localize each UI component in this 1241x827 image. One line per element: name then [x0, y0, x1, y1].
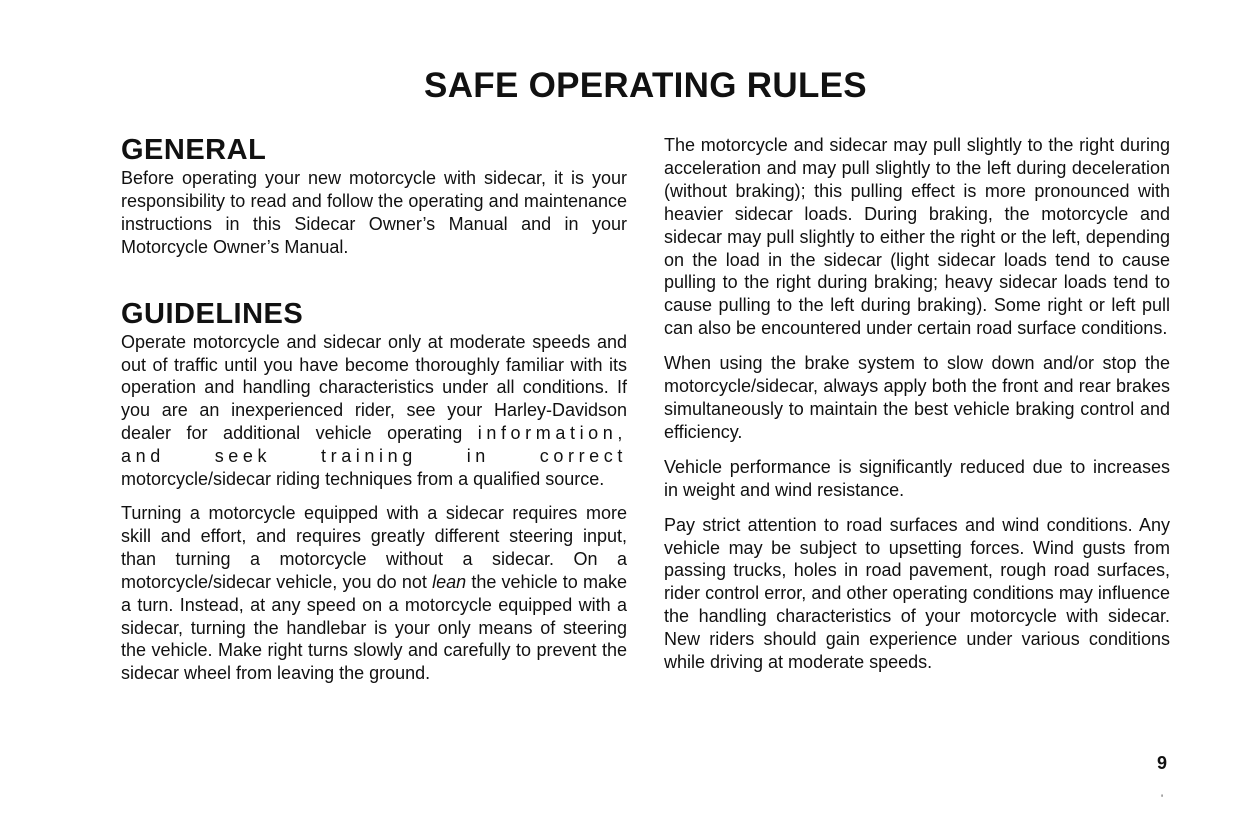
page-title: SAFE OPERATING RULES [424, 66, 867, 105]
general-heading: GENERAL [121, 134, 267, 166]
page-number: 9 [1157, 753, 1168, 773]
right-paragraph-1: The motorcycle and sidecar may pull slightly to the right during acceleration and may pull slightly to the left during deceleration (without braking); this pulling effect is more pronounced with heavier sidecar loads. During braking, the motorcycle and sidecar may pull slightly to either the right or the left, depending on the load in the sidecar (light sidecar loads tend to cause pulling to the right during braking; heavy sidecar loads tend to cause pulling to the left during braking). Some right or left pull can also be encountered under certain road surface conditions. [664, 135, 1170, 339]
guidelines-paragraph-2-emphasis: lean [432, 571, 467, 592]
right-paragraph-4: Pay strict attention to road surfaces and wind conditions. Any vehicle may be subject to upsetting forces. Wind gusts from passing trucks, holes in road pavement, rough road surfaces, rider control error, and other operating conditions may influence the handling characteristics of your motorcycle with sidecar. New riders should gain experience under various conditions while driving at moderate speeds. [664, 514, 1170, 673]
left-column [121, 133, 627, 685]
right-paragraph-2: When using the brake system to slow down and/or stop the motorcycle/sidecar, always apply both the front and rear brakes simultaneously to maintain the best vehicle braking control and efficiency. [664, 353, 1170, 442]
guidelines-paragraph-2-part-a: Turning a motorcycle equipped with a sidecar requires more skill and effort, and requires greatly different steering input, than turning a motorcycle without a sidecar. On a motorcycle/sidecar vehicle, you do not [121, 502, 627, 592]
guidelines-paragraph-2-part-b: the vehicle to make a turn. Instead, at any speed on a motorcycle equipped with a sidecar, turning the handlebar is your only means of steering the vehicle. Make right turns slowly and carefully to prevent the sidecar wheel from leaving the ground. [121, 571, 627, 684]
right-column [664, 134, 1170, 674]
guidelines-paragraph-2 [121, 502, 627, 685]
guidelines-paragraph-1-part-b: information, and seek training in correct [121, 423, 627, 467]
general-paragraph: Before operating your new motorcycle with sidecar, it is your responsibility to read and follow the operating and maintenance instructions in this Sidecar Owner’s Manual and in your Motorcycle Owner’s Manual. [121, 168, 627, 257]
guidelines-paragraph-1-part-a: Operate motorcycle and sidecar only at moderate speeds and out of traffic until you have become thoroughly familiar with its operation and handling characteristics under all conditions. If you are an inexperienced rider, see your Harley-Davidson dealer for additional vehicle operating [121, 331, 627, 444]
guidelines-heading: GUIDELINES [121, 297, 304, 330]
right-paragraph-3: Vehicle performance is significantly reduced due to increases in weight and wind resistance. [664, 456, 1170, 500]
page-mark: ' [1161, 793, 1164, 805]
guidelines-paragraph-1 [121, 331, 627, 491]
guidelines-paragraph-1-part-c: motorcycle/sidecar riding techniques from a qualified source. [121, 469, 605, 490]
